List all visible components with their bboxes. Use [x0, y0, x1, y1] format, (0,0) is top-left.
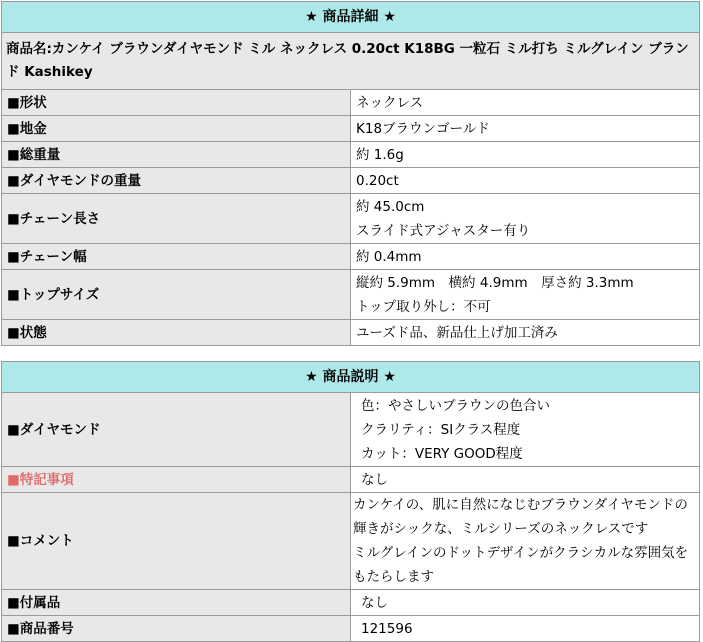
product-name: 商品名:カンケイ ブラウンダイヤモンド ミル ネックレス 0.20ct K18BG 一粒石 ミル打ち ミルグレイン ブランド Kashikey [2, 33, 700, 90]
spec-label: ■ダイヤモンドの重量 [2, 168, 351, 194]
spec-label: ■チェーン幅 [2, 244, 351, 270]
value-line: 色：やさしいブラウンの色合い [361, 397, 550, 414]
desc-value [351, 393, 700, 467]
desc-row [2, 393, 700, 467]
value-line: クラリティ：SIクラス程度 [361, 421, 521, 438]
spec-row [2, 116, 700, 142]
spec-row [2, 142, 700, 168]
spec-label: ■地金 [2, 116, 351, 142]
description-header: ★ 商品説明 ★ [2, 362, 700, 393]
desc-value: 121596 [351, 616, 700, 642]
desc-label: ■商品番号 [2, 616, 351, 642]
value-line: ミルグレインのドットデザインがクラシカルな雰囲気をもたらします [353, 545, 689, 585]
desc-row [2, 493, 700, 590]
spec-row [2, 320, 700, 346]
spec-label: ■トップサイズ [2, 270, 351, 320]
value-line: スライド式アジャスター有り [356, 222, 531, 239]
desc-label: ■コメント [2, 493, 351, 590]
value-line: カンケイの、肌に自然になじむブラウンダイヤモンドの輝きがシックな、ミルシリーズのネックレスです [353, 497, 688, 537]
spec-label: ■総重量 [2, 142, 351, 168]
spec-label: ■状態 [2, 320, 351, 346]
spec-value: K18ブラウンゴールド [351, 116, 700, 142]
spec-value: ユーズド品、新品仕上げ加工済み [351, 320, 700, 346]
spec-label: ■形状 [2, 90, 351, 116]
spec-row [2, 90, 700, 116]
value-line: トップ取り外し：不可 [356, 298, 491, 315]
spec-value: 約 1.6g [351, 142, 700, 168]
spec-value [351, 270, 700, 320]
product-description-table [1, 361, 700, 642]
value-line: 約 45.0cm [356, 198, 425, 215]
desc-value: なし [351, 590, 700, 616]
spec-value: 0.20ct [351, 168, 700, 194]
desc-value: なし [351, 467, 700, 493]
spec-label: ■チェーン長さ [2, 194, 351, 244]
details-header: ★ 商品詳細 ★ [2, 2, 700, 33]
desc-row [2, 467, 700, 493]
spec-value: ネックレス [351, 90, 700, 116]
desc-label: ■ダイヤモンド [2, 393, 351, 467]
spec-row [2, 168, 700, 194]
value-line: カット：VERY GOOD程度 [361, 445, 523, 462]
desc-label: ■付属品 [2, 590, 351, 616]
value-line: 縦約 5.9mm 横約 4.9mm 厚さ約 3.3mm [356, 274, 634, 291]
product-details-table [1, 1, 700, 346]
spec-row [2, 194, 700, 244]
spec-row [2, 244, 700, 270]
spec-row [2, 270, 700, 320]
desc-row [2, 590, 700, 616]
spec-value [351, 194, 700, 244]
desc-row [2, 616, 700, 642]
special-notes-label: ■特記事項 [2, 467, 351, 493]
comment-value [351, 493, 700, 590]
spec-value: 約 0.4mm [351, 244, 700, 270]
